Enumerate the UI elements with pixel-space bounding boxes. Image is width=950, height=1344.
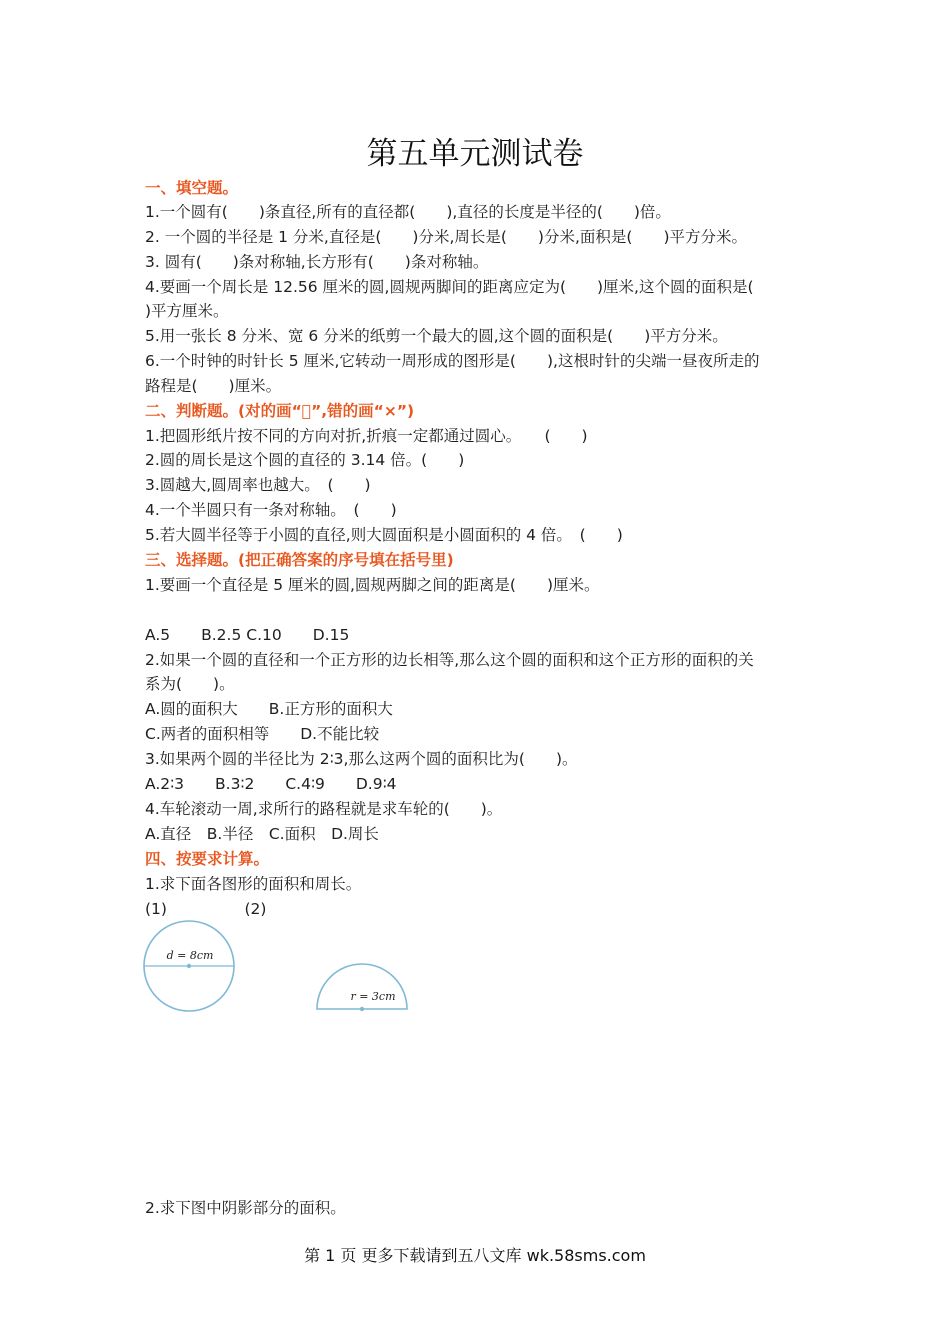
- question-line: 2. 一个圆的半径是 1 分米,直径是( )分米,周长是( )分米,面积是( )平方分米。: [145, 228, 747, 246]
- center-dot: [360, 1007, 364, 1011]
- answer-options: A.2∶3 B.3∶2 C.4∶9 D.9∶4: [145, 775, 397, 793]
- question-line: 5.用一张长 8 分米、宽 6 分米的纸剪一个最大的圆,这个圆的面积是( )平方分米。: [145, 327, 728, 345]
- question-line: 3. 圆有( )条对称轴,长方形有( )条对称轴。: [145, 253, 489, 271]
- question-line: 1.要画一个直径是 5 厘米的圆,圆规两脚之间的距离是( )厘米。: [145, 576, 600, 594]
- section-heading-fill-in: 一、填空题。: [145, 179, 239, 197]
- answer-options: A.圆的面积大 B.正方形的面积大: [145, 700, 393, 718]
- question-line: 3.圆越大,圆周率也越大。 ( ): [145, 476, 371, 494]
- page-title: 第五单元测试卷: [366, 136, 584, 172]
- question-line: 3.如果两个圆的半径比为 2∶3,那么这两个圆的面积比为( )。: [145, 750, 578, 768]
- question-line: 2.圆的周长是这个圆的直径的 3.14 倍。( ): [145, 451, 465, 469]
- question-line: 4.车轮滚动一周,求所行的路程就是求车轮的( )。: [145, 800, 503, 818]
- section-heading-true-false: 二、判断题。(对的画“􀳫”,错的画“×”): [145, 402, 415, 420]
- section-heading-multiple-choice: 三、选择题。(把正确答案的序号填在括号里): [145, 551, 454, 569]
- question-line: 系为( )。: [145, 675, 235, 693]
- question-line: 6.一个时钟的时针长 5 厘米,它转动一周形成的图形是( ),这根时针的尖端一昼夜所走的: [145, 352, 760, 370]
- question-line: 2.如果一个圆的直径和一个正方形的边长相等,那么这个圆的面积和这个正方形的面积的关: [145, 651, 754, 669]
- center-dot: [187, 964, 191, 968]
- answer-options: C.两者的面积相等 D.不能比较: [145, 725, 380, 743]
- radius-label: r = 3cm: [350, 990, 396, 1003]
- question-line: 4.一个半圆只有一条对称轴。 ( ): [145, 501, 397, 519]
- section-heading-calculation: 四、按要求计算。: [145, 850, 270, 868]
- question-line: 2.求下图中阴影部分的面积。: [145, 1199, 346, 1217]
- semicircle-figure: [313, 962, 413, 1014]
- question-line: 1.一个圆有( )条直径,所有的直径都( ),直径的长度是半径的( )倍。: [145, 203, 671, 221]
- circle-figure: [140, 918, 240, 1014]
- answer-options: A.直径 B.半径 C.面积 D.周长: [145, 825, 379, 843]
- question-line: 1.求下面各图形的面积和周长。: [145, 875, 362, 893]
- figure-labels: (1) (2): [145, 900, 267, 918]
- page-footer: 第 1 页 更多下载请到五八文库 wk.58sms.com: [304, 1246, 646, 1265]
- question-line: )平方厘米。: [145, 302, 229, 320]
- question-line: 5.若大圆半径等于小圆的直径,则大圆面积是小圆面积的 4 倍。 ( ): [145, 526, 623, 544]
- diameter-label: d = 8cm: [166, 949, 214, 962]
- question-line: 路程是( )厘米。: [145, 377, 282, 395]
- question-line: 1.把圆形纸片按不同的方向对折,折痕一定都通过圆心。 ( ): [145, 427, 588, 445]
- question-line: 4.要画一个周长是 12.56 厘米的圆,圆规两脚间的距离应定为( )厘米,这个圆的面积是(: [145, 278, 754, 296]
- answer-options: A.5 B.2.5 C.10 D.15: [145, 626, 350, 644]
